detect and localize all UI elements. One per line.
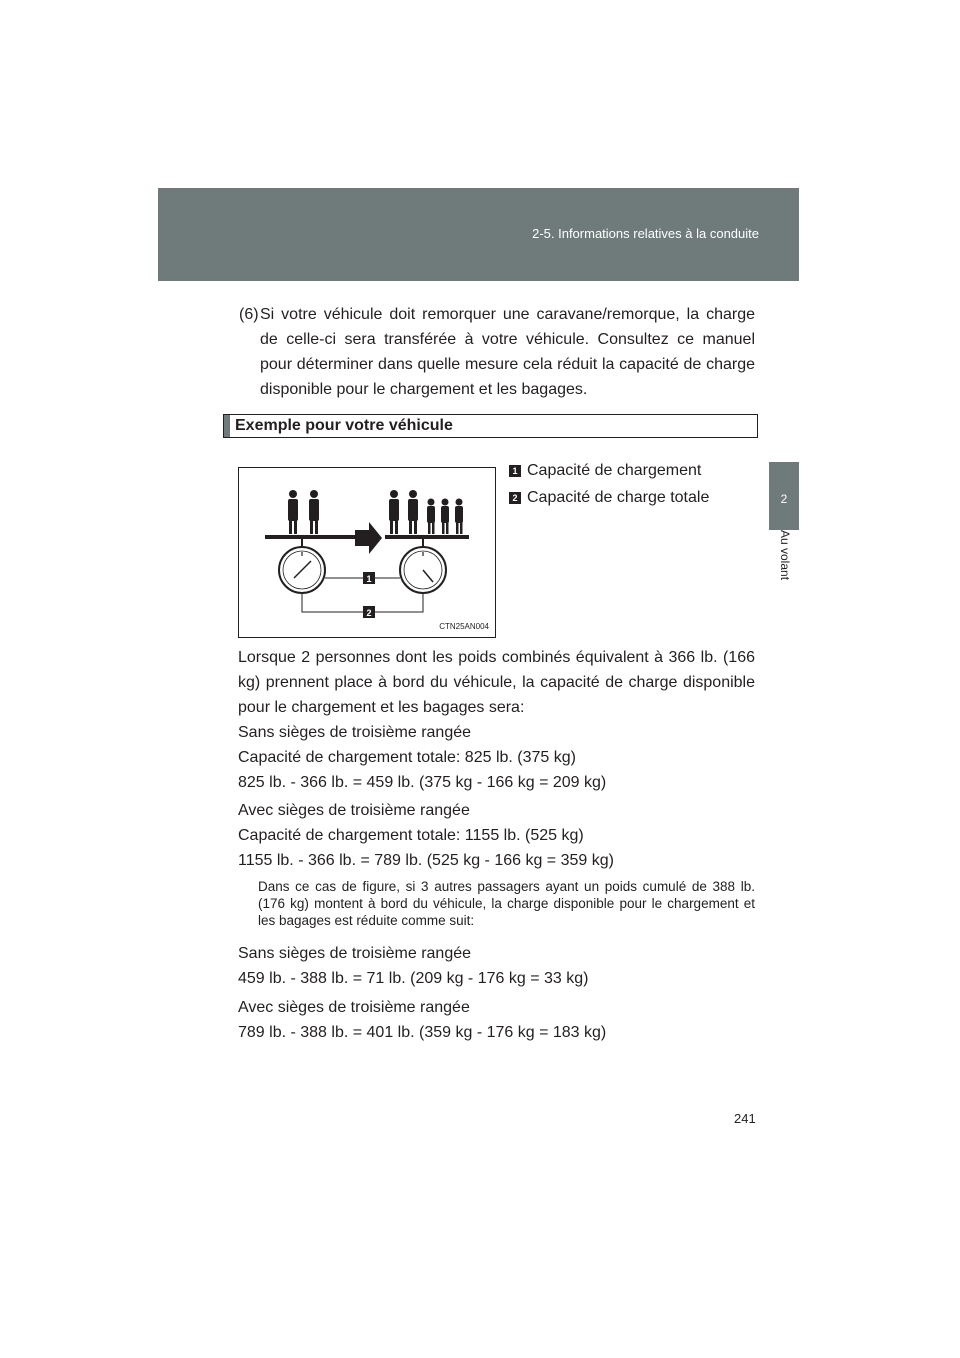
legend-label-1: Capacité de chargement [527, 462, 702, 479]
case-heading: Avec sièges de troisième rangée [238, 999, 470, 1016]
heading-accent-bar [224, 415, 230, 437]
case-calculation: 459 lb. - 388 lb. = 71 lb. (209 kg - 176 kg = 33 kg) [238, 970, 589, 987]
legend-item-2 [509, 489, 709, 507]
note-paragraph: Dans ce cas de figure, si 3 autres passagers ayant un poids cumulé de 388 lb. (176 kg) montent à bord du véhicule, la charge disponible pour le chargement et les bagages est réduite comme suit: [258, 879, 755, 928]
load-capacity-figure [238, 467, 496, 638]
page-number: 241 [734, 1111, 756, 1126]
case-line: Capacité de chargement totale: 1155 lb. (525 kg) [238, 827, 584, 844]
right-platform [385, 535, 469, 539]
case-with-third-row [238, 798, 755, 873]
case-line: Capacité de chargement totale: 825 lb. (375 kg) [238, 749, 576, 766]
intro-paragraph: Lorsque 2 personnes dont les poids combinés équivalent à 366 lb. (166 kg) prennent place à bord du véhicule, la capacité de charge disponible pour le chargement et les bagages sera: [238, 649, 755, 716]
arrow-icon [355, 522, 382, 554]
figure-callout-2: 2 [366, 608, 372, 618]
left-gauge-icon [279, 547, 325, 593]
chapter-number: 2 [780, 492, 788, 506]
legend-badge-2: 2 [509, 492, 521, 504]
scale-illustration [239, 468, 495, 637]
example-title: Exemple pour votre véhicule [235, 417, 453, 434]
case-calculation: 825 lb. - 366 lb. = 459 lb. (375 kg - 166 kg = 209 kg) [238, 774, 607, 791]
item-6 [239, 302, 755, 402]
chapter-tab [769, 462, 799, 530]
item-number: (6) [239, 306, 259, 323]
header-band [158, 188, 799, 281]
figure-code: CTN25AN004 [439, 622, 489, 631]
right-gauge-icon [400, 547, 446, 593]
section-title: 2-5. Informations relatives à la conduite [532, 226, 759, 241]
case-heading: Sans sièges de troisième rangée [238, 945, 472, 962]
reduced-with-third-row [238, 995, 755, 1045]
case-calculation: 1155 lb. - 366 lb. = 789 lb. (525 kg - 166 kg = 359 kg) [238, 852, 614, 869]
case-heading: Avec sièges de troisième rangée [238, 802, 470, 819]
example-heading-box [223, 414, 758, 438]
legend-label-2: Capacité de charge totale [527, 489, 710, 506]
legend-item-1 [509, 462, 701, 480]
case-heading: Sans sièges de troisième rangée [238, 724, 472, 741]
chapter-label: Au volant [778, 530, 792, 581]
case-calculation: 789 lb. - 388 lb. = 401 lb. (359 kg - 176 kg = 183 kg) [238, 1024, 607, 1041]
two-persons-icon [288, 490, 319, 534]
left-platform [265, 535, 361, 539]
item-text: Si votre véhicule doit remorquer une caravane/remorque, la charge de celle-ci sera transférée à votre véhicule. Consultez ce manuel pour déterminer dans quelle mesure cela réduit la capacité de charge disponible pour le chargement et les bagages. [260, 306, 755, 398]
legend-badge-1: 1 [509, 465, 521, 477]
figure-callout-1: 1 [366, 574, 372, 584]
reduced-without-third-row [238, 941, 755, 991]
case-without-third-row [238, 720, 755, 795]
five-persons-icon [389, 490, 463, 534]
